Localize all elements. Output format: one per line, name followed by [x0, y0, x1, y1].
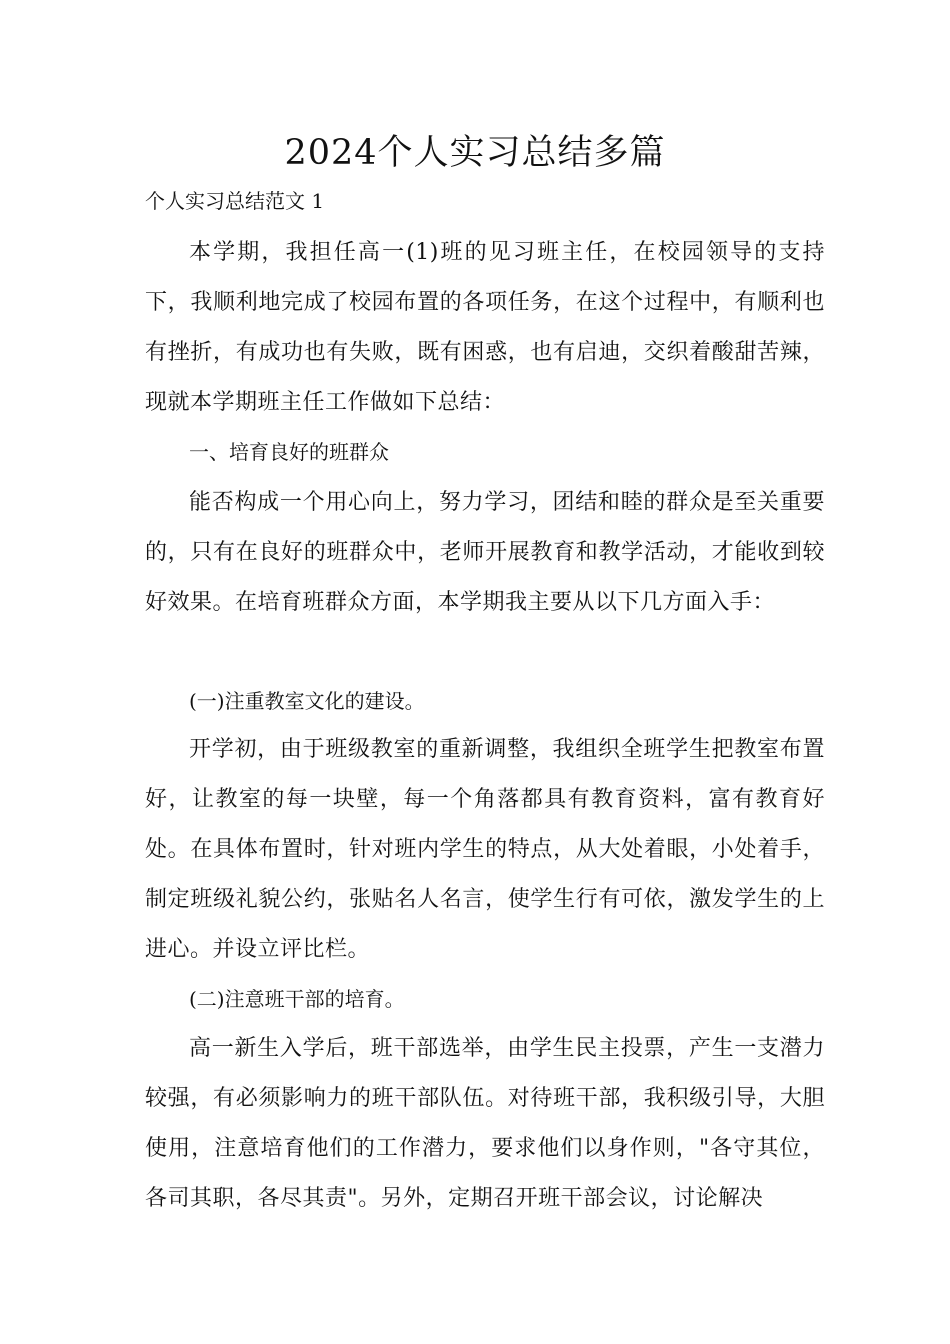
- document-title: 2024个人实习总结多篇: [284, 133, 666, 173]
- subheading-classroom-culture: (一)注重教室文化的建设。: [189, 689, 425, 713]
- paragraph-class-cadres: 高一新生入学后，班干部选举，由学生民主投票，产生一支潜力较强，有必须影响力的班干部队伍。对待班干部，我积级引导，大胆使用，注意培育他们的工作潜力，要求他们以身作则，"各守其位，各司其职，各尽其责"。另外，定期召开班干部会议，讨论解决: [145, 1036, 825, 1211]
- paragraph-intro: 本学期，我担任高一(1)班的见习班主任，在校园领导的支持下，我顺利地完成了校园布置的各项任务，在这个过程中，有顺利也有挫折，有成功也有失败，既有困惑，也有启迪，交织着酸甜苦辣，现就本学期班主任工作做如下总结：: [145, 240, 825, 415]
- paragraph-classroom-culture: 开学初，由于班级教室的重新调整，我组织全班学生把教室布置好，让教室的每一块壁，每一个角落都具有教育资料，富有教育好处。在具体布置时，针对班内学生的特点，从大处着眼，小处着手，制定班级礼貌公约，张贴名人名言，使学生行有可依，激发学生的上进心。并设立评比栏。: [145, 737, 825, 962]
- subheading-class-cadres: (二)注意班干部的培育。: [189, 987, 405, 1011]
- subheading-class-building: 一、培育良好的班群众: [189, 440, 389, 464]
- section-heading: 个人实习总结范文 1: [145, 189, 325, 213]
- paragraph-class-building: 能否构成一个用心向上，努力学习，团结和睦的群众是至关重要的，只有在良好的班群众中，老师开展教育和教学活动，才能收到较好效果。在培育班群众方面，本学期我主要从以下几方面入手：: [145, 490, 825, 615]
